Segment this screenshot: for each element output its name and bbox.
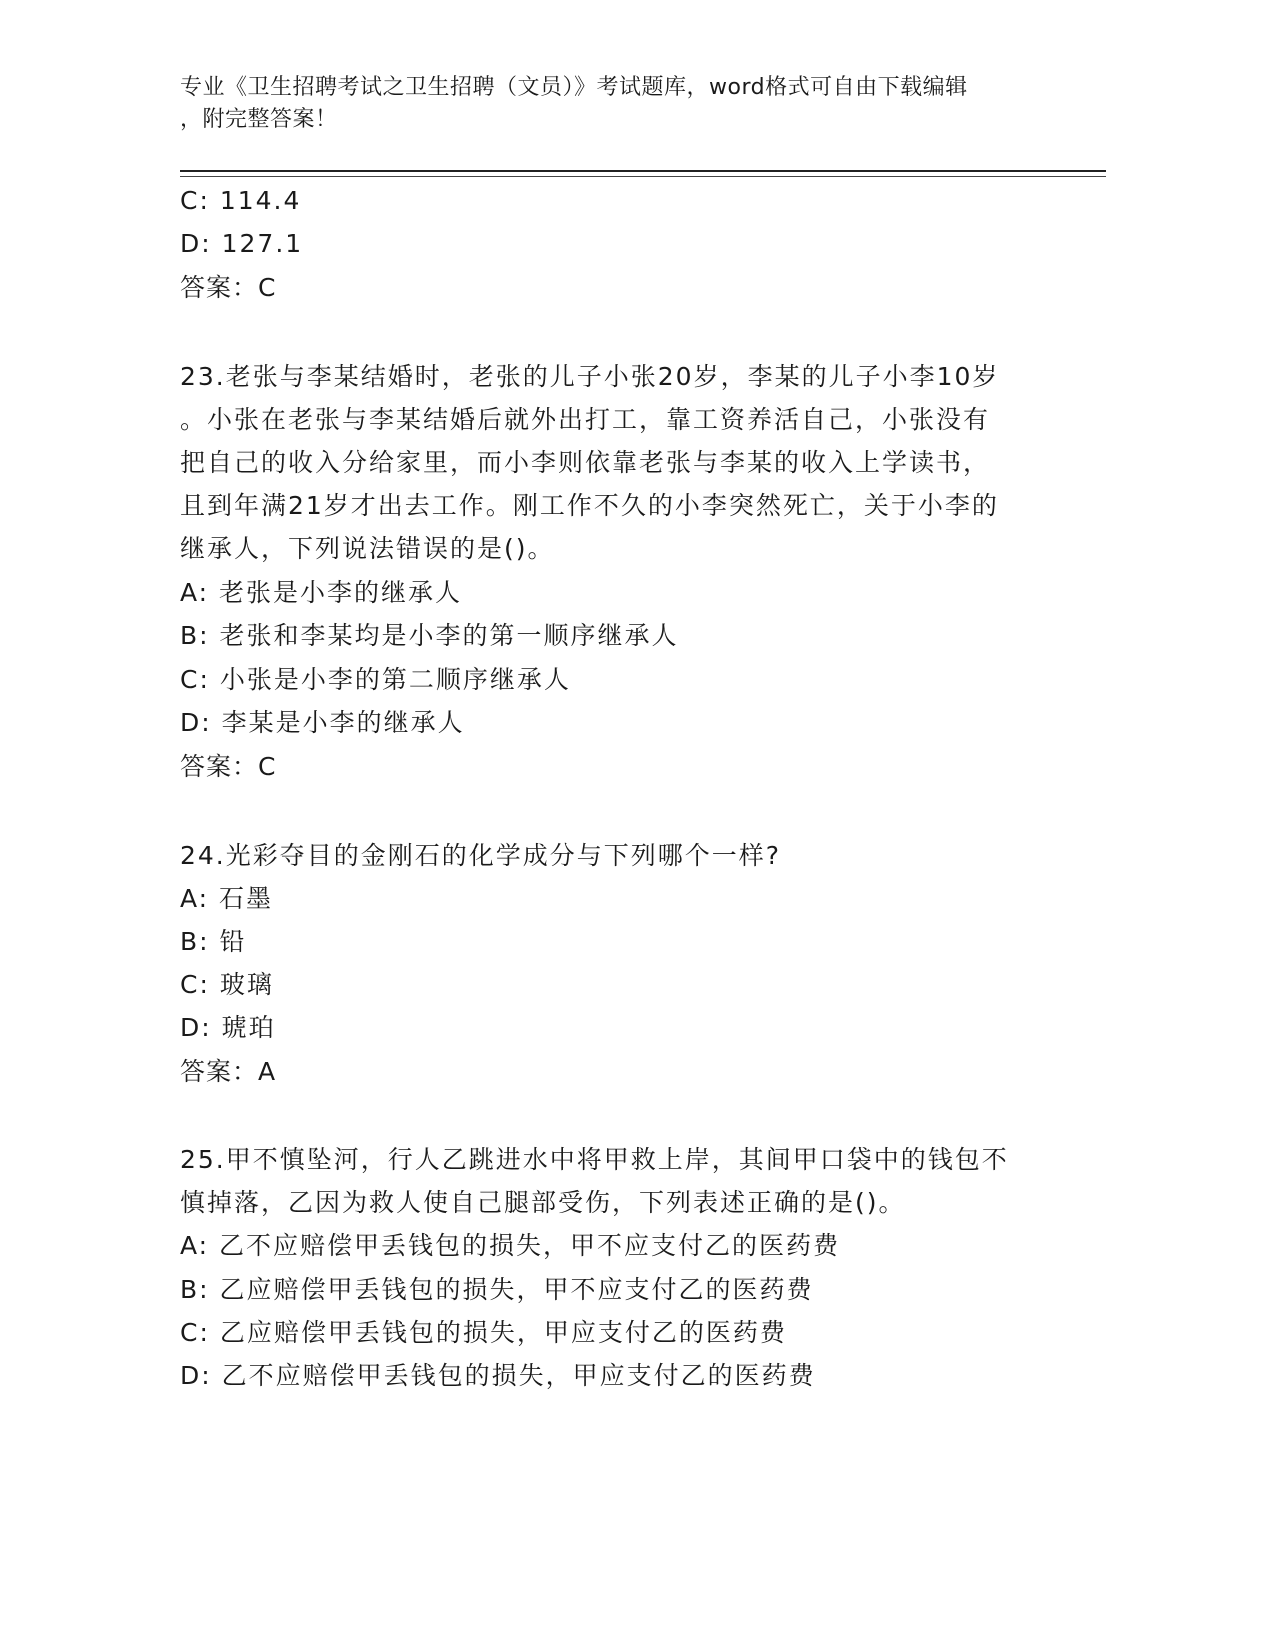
option-d: D: 琥珀 bbox=[180, 1013, 276, 1042]
answer: 答案：C bbox=[180, 752, 277, 781]
prev-option-c: C: 114.4 bbox=[180, 186, 302, 215]
option-b: B: 铅 bbox=[180, 927, 247, 956]
question-stem-line: 把自己的收入分给家里，而小李则依靠老张与李某的收入上学读书， bbox=[180, 448, 991, 477]
question-stem-line: 24.光彩夺目的金刚石的化学成分与下列哪个一样? bbox=[180, 841, 782, 870]
option-c: C: 玻璃 bbox=[180, 970, 274, 999]
question-stem-line: 继承人，下列说法错误的是()。 bbox=[180, 534, 555, 563]
header-line-1: 专业《卫生招聘考试之卫生招聘（文员）》考试题库，word格式可自由下载编辑 bbox=[180, 75, 968, 100]
prev-option-d: D: 127.1 bbox=[180, 229, 304, 258]
option-c: C: 乙应赔偿甲丢钱包的损失，甲应支付乙的医药费 bbox=[180, 1318, 787, 1347]
option-d: D: 乙不应赔偿甲丢钱包的损失，甲应支付乙的医药费 bbox=[180, 1361, 816, 1390]
header-line-2: ，附完整答案！ bbox=[180, 107, 338, 132]
prev-answer: 答案：C bbox=[180, 273, 277, 302]
question-stem-line: 。小张在老张与李某结婚后就外出打工，靠工资养活自己，小张没有 bbox=[180, 405, 991, 434]
answer: 答案：A bbox=[180, 1057, 277, 1086]
document-header bbox=[180, 72, 1040, 136]
question-stem-line: 且到年满21岁才出去工作。刚工作不久的小李突然死亡，关于小李的 bbox=[180, 491, 999, 520]
option-d: D: 李某是小李的继承人 bbox=[180, 708, 465, 737]
option-b: B: 老张和李某均是小李的第一顺序继承人 bbox=[180, 621, 679, 650]
option-b: B: 乙应赔偿甲丢钱包的损失，甲不应支付乙的医药费 bbox=[180, 1275, 814, 1304]
option-a: A: 乙不应赔偿甲丢钱包的损失，甲不应支付乙的医药费 bbox=[180, 1231, 841, 1260]
question-stem-line: 慎掉落，乙因为救人使自己腿部受伤，下列表述正确的是()。 bbox=[180, 1188, 906, 1217]
option-a: A: 老张是小李的继承人 bbox=[180, 578, 463, 607]
option-a: A: 石墨 bbox=[180, 884, 274, 913]
question-stem-line: 23.老张与李某结婚时，老张的儿子小张20岁，李某的儿子小李10岁 bbox=[180, 362, 1000, 391]
header-rule-thin bbox=[180, 176, 1106, 177]
question-stem-line: 25.甲不慎坠河，行人乙跳进水中将甲救上岸，其间甲口袋中的钱包不 bbox=[180, 1145, 1009, 1174]
header-rule-thick bbox=[180, 170, 1106, 172]
option-c: C: 小张是小李的第二顺序继承人 bbox=[180, 665, 571, 694]
